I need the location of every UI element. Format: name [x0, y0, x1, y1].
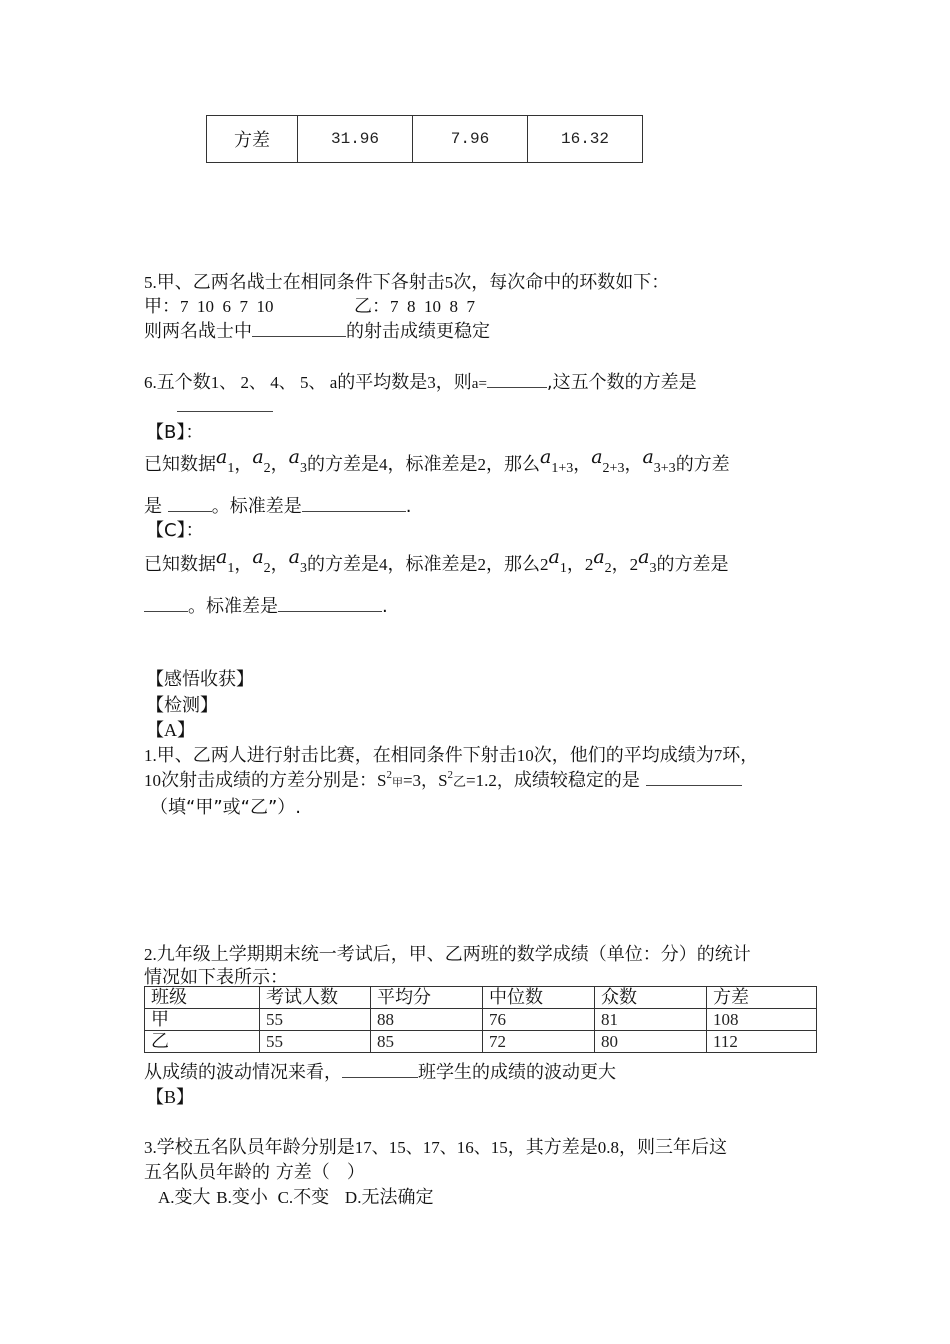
tq1-line2-num: 10 — [144, 771, 161, 790]
cell: 76 — [483, 1009, 595, 1031]
b-sd-blank[interactable] — [302, 495, 406, 512]
q5-line3-a: 则两名战士中 — [144, 321, 252, 342]
b-variance-blank[interactable] — [168, 495, 212, 512]
a1-symbol: a — [548, 546, 560, 568]
b-t1: 已知数据 — [144, 454, 216, 475]
tq1-times: 10 — [516, 746, 534, 765]
b-t3: ，标准差是 — [387, 454, 478, 475]
c-sub1: 1 — [559, 561, 567, 576]
jia-sub: 甲 — [391, 776, 403, 789]
section-c-label: 【C】： — [146, 520, 204, 541]
q6-a-blank[interactable] — [487, 371, 547, 388]
tq1-answer-blank[interactable] — [646, 769, 742, 786]
variance-value-2: 7.96 — [413, 116, 528, 163]
c-comma: ， — [566, 554, 585, 575]
jia-scores: 7 10 6 7 10 — [180, 297, 274, 316]
q5-jia-scores — [144, 292, 274, 318]
q5-yi-scores — [354, 292, 475, 318]
q5-line1 — [144, 268, 669, 294]
a3-symbol: a — [288, 546, 300, 568]
c-t4: ，那么 — [485, 554, 540, 575]
header-median: 中位数 — [483, 987, 595, 1009]
heading-test: 【检测】 — [146, 695, 218, 716]
q5-number: 5. — [144, 273, 157, 292]
section-b-line2 — [144, 492, 411, 518]
tq3-var: 0.8 — [597, 1138, 619, 1157]
tq2-answer-blank[interactable] — [342, 1061, 418, 1078]
a2-symbol: a — [591, 446, 603, 468]
tq2-num: 2. — [144, 945, 157, 964]
section-b-label: 【B】： — [146, 422, 204, 443]
option-label: 变小 — [231, 1187, 268, 1208]
b-line2-a: 是 — [144, 496, 162, 517]
tq3-t3: ，则三年后这 — [619, 1137, 727, 1158]
c-t1: 已知数据 — [144, 554, 216, 575]
eq-yi: =1.2， — [466, 771, 514, 790]
a1-symbol: a — [216, 546, 228, 568]
b-sd: 2 — [477, 455, 486, 474]
section-c-line2 — [144, 592, 388, 618]
jia-label: 甲： — [144, 296, 180, 317]
c-comma: ， — [234, 554, 253, 575]
test-q2-after — [144, 1058, 616, 1084]
cell: 乙 — [145, 1031, 260, 1053]
b-period: . — [405, 496, 412, 517]
c-comma: ， — [270, 554, 289, 575]
option-key: D. — [344, 1188, 362, 1207]
test-q1-line1 — [144, 741, 758, 767]
b-t2: 的方差是 — [306, 454, 379, 475]
q5-line3-b: 的射击成绩更稳定 — [346, 321, 490, 342]
c-sub1: 1 — [227, 561, 235, 576]
heading-a: 【A】 — [146, 720, 195, 740]
c-sd-blank[interactable] — [278, 595, 382, 612]
cell: 甲 — [145, 1009, 260, 1031]
option-d[interactable] — [345, 1187, 434, 1208]
tq1-line1c: 环， — [722, 745, 759, 766]
eq-jia: =3， — [402, 771, 439, 790]
table-row — [207, 116, 643, 163]
cell: 88 — [371, 1009, 483, 1031]
c-sub3: 3 — [299, 561, 307, 576]
c-t5: 的方差是 — [656, 554, 729, 575]
q5-text2: 次，每次命中的环数如下： — [453, 272, 670, 293]
test-q1-line2 — [144, 766, 742, 792]
q6-nums: 1、 2、 4、 5、 a — [210, 373, 338, 392]
test-q3-options — [158, 1183, 433, 1209]
a3-symbol: a — [638, 546, 650, 568]
cell: 81 — [595, 1009, 707, 1031]
b-t4: ，那么 — [485, 454, 540, 475]
tq3-t1: 学校五名队员年龄分别是 — [156, 1137, 355, 1158]
b-plus3: +3 — [660, 461, 676, 476]
b-comma: ， — [234, 454, 253, 475]
q6-a-eq: a= — [471, 376, 487, 392]
q6-t2: 的平均数是 — [337, 372, 428, 393]
section-c-line1 — [144, 546, 729, 576]
header-variance: 方差 — [707, 987, 817, 1009]
q6-t3: ，则 — [435, 372, 472, 393]
option-a[interactable] — [158, 1187, 211, 1208]
heading-b2: 【B】 — [146, 1087, 195, 1107]
test-q3-line1 — [144, 1133, 727, 1159]
q6-avg: 3 — [427, 373, 436, 392]
variance-value-1: 31.96 — [298, 116, 413, 163]
squared: 2 — [447, 769, 454, 781]
q6-line1 — [144, 368, 697, 394]
q6-variance-blank[interactable] — [177, 395, 273, 412]
q6-number: 6. — [144, 373, 157, 392]
cell: 55 — [260, 1031, 371, 1053]
variance-value-3: 16.32 — [528, 116, 643, 163]
tq2-line1: 九年级上学期期末统一考试后，甲、乙两班的数学成绩（单位：分）的统计 — [156, 944, 751, 965]
header-mean: 平均分 — [371, 987, 483, 1009]
c-sub2: 2 — [604, 561, 612, 576]
b-sub3: 3 — [299, 461, 307, 476]
tq2-after-a: 从成绩的波动情况来看， — [144, 1062, 342, 1083]
test-q3-line2: 五名队员年龄的 方差（ ） — [144, 1162, 365, 1183]
option-label: 不变 — [293, 1187, 330, 1208]
q6-t4: ,这五个数的方差是 — [546, 372, 697, 393]
c-t2: 的方差是 — [306, 554, 379, 575]
q6-variance-blank-line — [177, 395, 273, 417]
c-sd: 2 — [477, 555, 486, 574]
yi-sub: 乙 — [453, 775, 467, 790]
table-header-row — [145, 987, 817, 1009]
a3-symbol: a — [288, 446, 300, 468]
b-sub1: 1 — [227, 461, 235, 476]
cell: 72 — [483, 1031, 595, 1053]
c-t3: ，标准差是 — [387, 554, 478, 575]
q6-t1: 五个数 — [156, 372, 211, 393]
b-sub2: 2 — [263, 461, 271, 476]
option-key: A. — [158, 1188, 175, 1207]
b-comma: ， — [573, 454, 592, 475]
stats-table — [144, 986, 817, 1053]
squared: 2 — [386, 769, 392, 781]
cell: 108 — [707, 1009, 817, 1031]
tq1-num: 1. — [144, 746, 157, 765]
q5-text: 甲、乙两名战士在相同条件下各射击 — [156, 272, 445, 293]
heading-reflect: 【感悟收获】 — [146, 669, 254, 690]
c-two: 2 — [629, 555, 639, 574]
c-sub3: 3 — [649, 561, 657, 576]
a2-symbol: a — [593, 546, 605, 568]
table-row — [145, 1009, 817, 1031]
q5-count: 5 — [444, 273, 454, 292]
b-plus3: +3 — [558, 461, 574, 476]
test-q1-line3: （填“甲”或“乙”）. — [150, 797, 302, 818]
cell: 85 — [371, 1031, 483, 1053]
b-sub2: 2 — [602, 461, 610, 476]
a1-symbol: a — [216, 446, 228, 468]
header-mode: 众数 — [595, 987, 707, 1009]
c-sub2: 2 — [263, 561, 271, 576]
option-label: 无法确定 — [361, 1187, 434, 1208]
header-count: 考试人数 — [260, 987, 371, 1009]
variance-table — [206, 115, 643, 163]
a2-symbol: a — [252, 546, 264, 568]
option-b[interactable] — [216, 1187, 268, 1208]
tq1-line1b: 次，他们的平均成绩为 — [533, 745, 714, 766]
cell: 112 — [707, 1031, 817, 1053]
header-class: 班级 — [145, 987, 260, 1009]
b-sub1: 1 — [551, 461, 559, 476]
b-t5: 的方差 — [675, 454, 730, 475]
b-line2-b: 。标准差是 — [211, 496, 302, 517]
yi-scores: 7 8 10 8 7 — [390, 297, 475, 316]
tq3-num: 3. — [144, 1138, 157, 1157]
tq3-t2: ，其方差是 — [507, 1137, 598, 1158]
b-comma: ， — [624, 454, 643, 475]
cell: 55 — [260, 1009, 371, 1031]
c-comma: ， — [611, 554, 630, 575]
a2-symbol: a — [252, 446, 264, 468]
c-two: 2 — [584, 555, 594, 574]
yi-label: 乙： — [354, 296, 390, 317]
q5-answer-blank[interactable] — [252, 320, 346, 337]
tq1-line2: 次射击成绩的方差分别是： — [161, 770, 377, 791]
table-row — [145, 1031, 817, 1053]
tq2-after-b: 班学生的成绩的波动更大 — [418, 1062, 616, 1083]
cell: 80 — [595, 1031, 707, 1053]
c-line2-b: 。标准差是 — [188, 596, 278, 617]
option-key: B. — [216, 1188, 232, 1207]
section-b-line1 — [144, 446, 730, 476]
option-label: 变大 — [174, 1187, 211, 1208]
c-variance-blank[interactable] — [144, 595, 188, 612]
q5-line3 — [144, 317, 490, 343]
tq1-avg: 7 — [713, 746, 723, 765]
variance-label: 方差 — [207, 116, 298, 163]
tq1-line2b: 成绩较稳定的是 — [513, 770, 640, 791]
option-c[interactable] — [278, 1187, 330, 1208]
a3-symbol: a — [642, 446, 654, 468]
c-var: 4 — [378, 555, 388, 574]
option-key: C. — [277, 1188, 294, 1207]
b-sub3: 3 — [653, 461, 661, 476]
test-q2-line2: 情况如下表所示： — [144, 967, 288, 988]
tq3-ages: 17、15、17、16、15 — [354, 1138, 508, 1157]
c-period: . — [382, 596, 388, 617]
b-plus3: +3 — [609, 461, 625, 476]
a1-symbol: a — [539, 446, 552, 468]
tq1-line1: 甲、乙两人进行射击比赛，在相同条件下射击 — [156, 745, 517, 766]
s-symbol: S — [377, 771, 387, 790]
c-two: 2 — [539, 555, 549, 574]
b-comma: ， — [270, 454, 289, 475]
s-symbol: S — [438, 771, 448, 790]
b-var: 4 — [378, 455, 388, 474]
